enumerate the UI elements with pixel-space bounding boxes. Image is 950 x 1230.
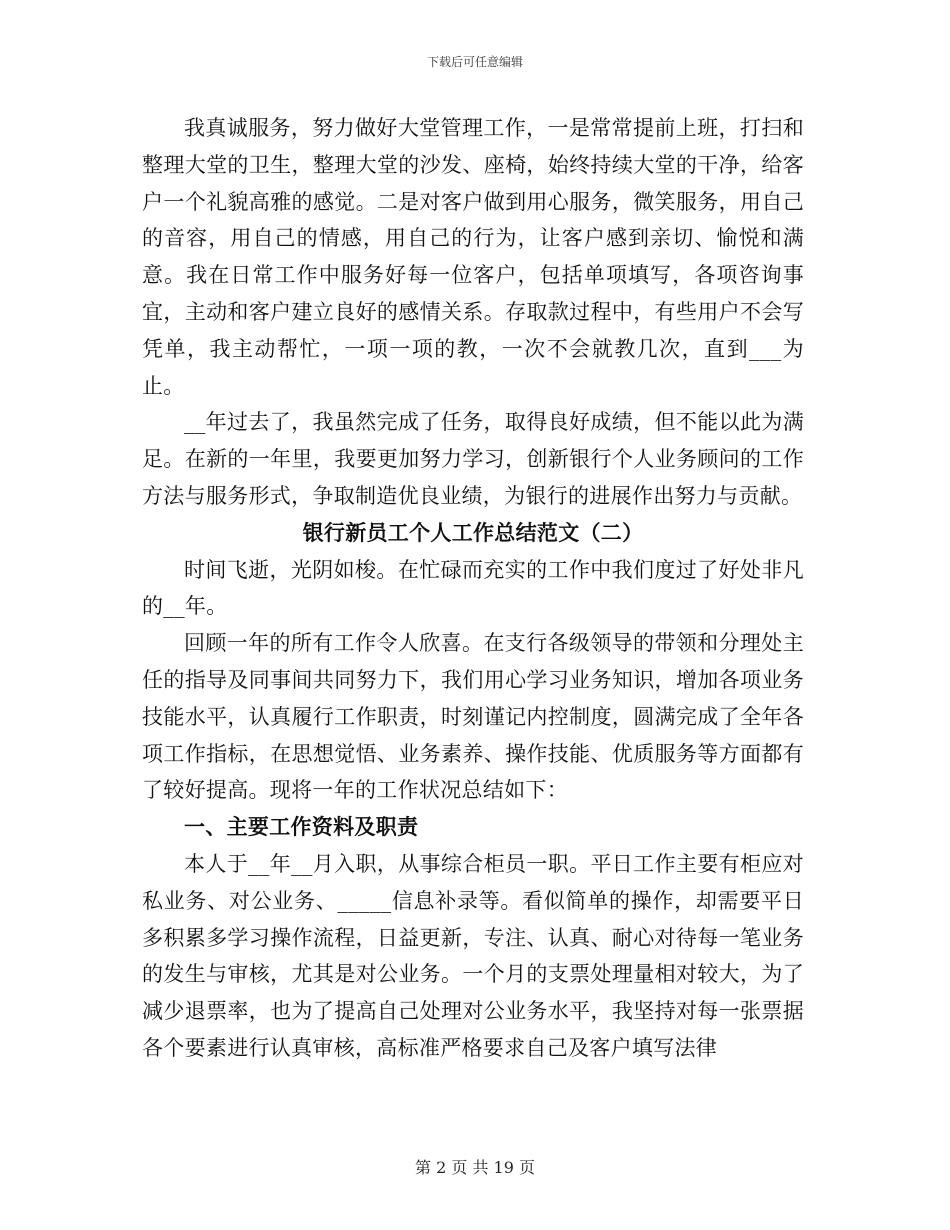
page-footer: 第 2 页 共 19 页 — [415, 1158, 535, 1177]
page-header: 下载后可任意编辑 — [426, 55, 523, 69]
paragraph-review: 回顾一年的所有工作令人欣喜。在支行各级领导的带领和分理处主任的指导及同事间共同努力下，我们用心学习业务知识，增加各项业务技能水平，认真履行工作职责，时刻谨记内控制度，圆满完成了全年各项工作指标，在思想觉悟、业务素养、操作技能、优质服务等方面都有了较好提高。现将一年的工作状况总结如下： — [142, 631, 804, 803]
section-title: 银行新员工个人工作总结范文（二） — [302, 519, 644, 545]
paragraph-job-duties: 本人于__年__月入职，从事综合柜员一职。平日工作主要有柜应对私业务、对公业务、_____信息补录等。看似简单的操作，却需要平日多积累多学习操作流程，日益更新，专注、认真、耐心对待每一笔业务的发生与审核，尤其是对公业务。一个月的支票处理量相对较大，为了减少退票率，也为了提高自己处理对公业务水平，我坚持对每一张票据各个要素进行认真审核，高标准严格要求自己及客户填写法律 — [142, 851, 804, 1060]
document-body — [142, 110, 804, 1067]
paragraph-year-summary: __年过去了，我虽然完成了任务，取得良好成绩，但不能以此为满足。在新的一年里，我要更加努力学习，创新银行个人业务顾问的工作方法与服务形式，争取制造优良业绩，为银行的进展作出努力与贡献。 — [142, 410, 804, 508]
paragraph-time-flies: 时间飞逝，光阴如梭。在忙碌而充实的工作中我们度过了好处非凡的__年。 — [142, 557, 804, 619]
subsection-heading: 一、主要工作资料及职责 — [184, 814, 419, 840]
paragraph-lobby-service: 我真诚服务，努力做好大堂管理工作，一是常常提前上班，打扫和整理大堂的卫生，整理大堂的沙发、座椅，始终持续大堂的干净，给客户一个礼貌高雅的感觉。二是对客户做到用心服务，微笑服务，用自己的音容，用自己的情感，用自己的行为，让客户感到亲切、愉悦和满意。我在日常工作中服务好每一位客户，包括单项填写，各项咨询事宜，主动和客户建立良好的感情关系。存取款过程中，有些用户不会写凭单，我主动帮忙，一项一项的教，一次不会就教几次，直到___为止。 — [142, 116, 804, 398]
